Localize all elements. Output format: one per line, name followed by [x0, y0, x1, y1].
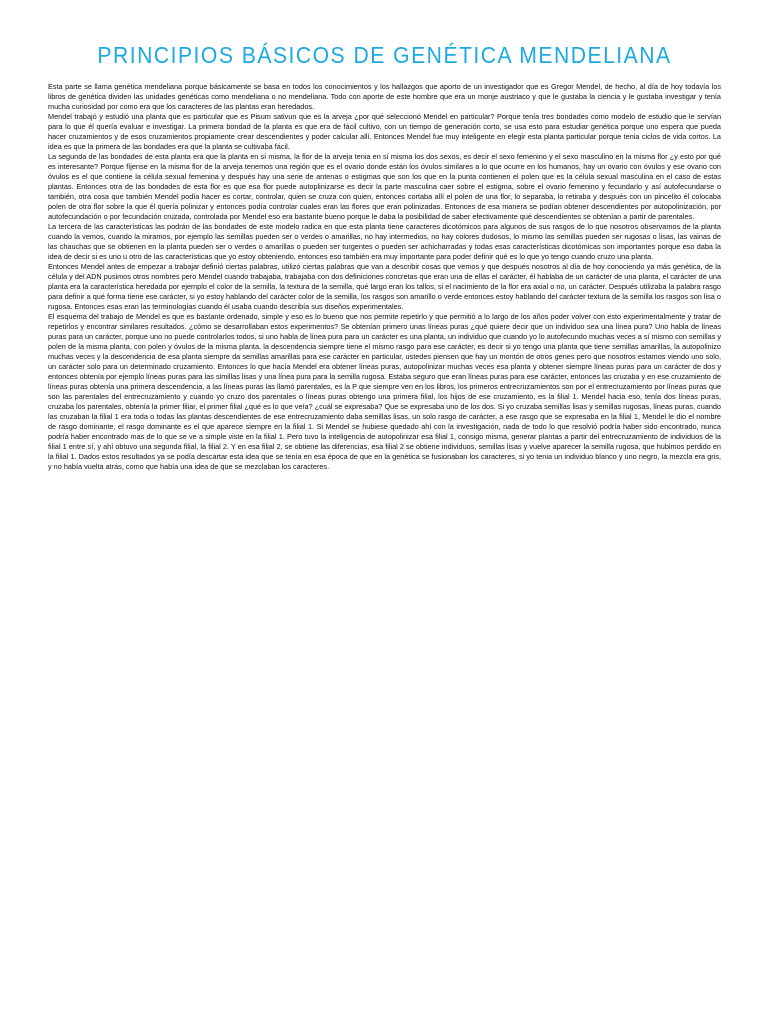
paragraph-terminology: Entonces Mendel antes de empezar a trabajar definió ciertas palabras, utilizó ciertas palabras que van a describir cosas que vemos y que después nosotros al día de hoy conociendo ya más genética, de la célula y del ADN pusimos otros nombres pero Mendel cuando trabajaba, trabajaba con dos definiciones concretas que eran una de ellas el carácter, él hablaba de un carácter de una planta, el carácter de una planta era la característica heredada por ejemplo el color de la semilla, la textura de la semilla, qué largo eran los tallos, si el nacimiento de la flor era axial o no, un carácter. Después utilizaba la palabra rasgo para definir a qué forma tiene ese carácter, si yo estoy hablando del carácter color de la semilla, los rasgos son amarillo o verde entonces estoy hablando del carácter textura de la semilla los rasgos son lisa o rugosa. Entonces esas eran las terminologías cuando él usaba cuando describía sus diseños experimentales. — [48, 262, 721, 311]
document-body — [48, 82, 721, 472]
paragraph-experiment-scheme: El esquema del trabajo de Mendel es que es bastante ordenado, simple y eso es lo bueno que nos permite repetirlo y que permitió a lo largo de los años poder volver con esto experimentalmente y tratar de repetirlos y encontrar similares resultados. ¿cómo se desarrollaban estos experimentos? Se obtenían primero unas líneas puras ¿qué quiere decir que un individuo sea una línea pura? Uno habla de líneas puras para un carácter, porque uno no puede controlarlos todos, si uno habla de línea pura para un carácter es una planta, un individuo que cuando yo lo autofecundo muchas veces a sí mismo con semillas y polen de la misma planta, con polen y óvulos de la misma planta, la descendencia siempre tiene el mismo rasgo para ese carácter, es decir si yo tengo una planta que tiene semillas amarillas, la autopolinizo muchas veces y la descendencia de esa planta siempre da semillas amarillas para ese carácter en particular, ustedes piensen que hay un montón de otros genes pero que nosotros estamos viendo uno solo, un carácter solo para un determinado cruzamiento. Entonces lo que hacía Mendel era obtener líneas puras, autopolinizar muchas veces esa planta y obtener siempre líneas puras para un carácter de dos y entonces obtenía por ejemplo líneas puras para las simillas lisas y una línea pura para la semilla rugosa. Estaba seguro que eran líneas puras para ese carácter, entonces las cruzaba y en ese cruzamiento de líneas puras obtenía una primera descendencia, a las líneas puras las llamó parentales, es la P que siempre ven en los libros, los primeros entrecruzamientos son por el entrecruzamiento por líneas puras que son las parentales del entrecruzamiento y cuando yo cruzo dos parentales o líneas puras obtengo una primera filial, los hijos de ese cruzamiento, es la filial 1. Mendel hacia eso, tenía dos líneas puras, cruzaba los parentales, obtenía la primer filiar, el primer filial ¿qué es lo que veía? ¿cuál se expresaba? Que se expresaba uno de los dos. Si yo cruzaba semillas lisas y semillas rugosas, líneas puras, cuando las cruzaban la filial 1 era toda o todas las plantas descendientes de ese entrecruzamiento daba semillas lisas, un solo rasgo de carácter, a ese rasgo que se expresaba en la filial 1, Mendel le dio el nombre de rasgo dominante, el rasgo dominante es el que aparece siempre en la filial 1. Si Mendel se hubiese quedado ahí con la investigación, nada de todo lo que resolvió podría haber sido encontrado, nunca podría haber encontrado mas de lo que se ve a simple viste en la filial 1. Pero tuvo la inteligencia de autopolinizar esa filial 1, consigo misma, generar plantas a partir del entrecruzamiento de individuos de la filial 1 entre sí, y ahí obtuvo una segunda filial, la filial 2. Y en esa filial 2, se obtiene las diferencias, esa filial 2 se obtiene individuos, semillas lisas y vuelve aparecer la semilla rugosa, que hubimos perdido en la filial 1. Dados estos resultados ya se podía descartar esta idea que se tenía en esa época de que en la genética se fusionaban los caracteres, si yo tenia un individuo blanco y uno negro, la mezcla era gris, y no había vuelta atrás, como que había una idea de que se mezclaban los caracteres. — [48, 312, 721, 471]
paragraph-third-advantage: La tercera de las características las podrán de las bondades de este modelo radica en que esta planta tiene caracteres dicotómicos para algunos de sus rasgos de lo que nosotros observamos de la planta cuando la vemos, cuando la miramos, por ejemplo las semillas pueden ser o verdes o amarillas, no hay intermedios, no hay colores dudosos, lo mismo las semillas pueden ser rugosas o lisas, las vainas de las chauchas que se obtienen en la planta pueden ser o verdes o amarillas o pueden ser turgentes o pueden ser achicharradas y todas esas características dicotómicas son importantes porque eso daba la idea de decir si es uno u otro de las características que yo estoy obteniendo, entonces eso también era muy importante para poder definir qué es lo que yo tengo cuando cruzo una planta. — [48, 222, 721, 261]
paragraph-intro: Esta parte se llama genética mendeliana porque básicamente se basa en todos los conocimientos y los hallazgos que aporto de un investigador que es Gregor Mendel, de hecho, al día de hoy todavía los libros de genética dividen las unidades genéticas como mendeliana o no mendeliana. Todo con aporte de este hombre que era un monje austriaco y que le gustaba la ciencia y le gustaba investigar y tenía mucha curiosidad por como era que los caracteres de las plantas eran heredados. — [48, 82, 721, 111]
paragraph-first-advantage: Mendel trabajó y estudió una planta que es particular que es Pisum sativun que es la arveja ¿por qué seleccionó Mendel en particular? Porque tenía tres bondades como modelo de estudio que le servían para lo que él quería evaluar e investigar. La primera bondad de la planta es que era de fácil cultivo, con un tiempo de generación corto, se usa esto para estudiar genética porque uno espera que pueda hacer cruzamientos y de esos cruzamientos propiamente crear descendientes y poder calcular allí. Entonces Mendel fue muy inteligente en elegir esta planta particular porque tenia ciclos de vida cortos. La idea es que la primera de las bondades era que la planta se cultivaba fácil. — [48, 112, 721, 151]
page-title: PRINCIPIOS BÁSICOS DE GENÉTICA MENDELIANA — [97, 42, 672, 68]
paragraph-second-advantage: La segunda de las bondades de esta planta era que la planta en sí misma, la flor de la arveja tenia en sí misma los dos sexos, es decir el sexo femenino y el sexo masculino en la misma flor ¿y esto por qué es interesante? Porque fíjense en la misma flor de la arveja tenemos una región que es el ovario donde están los óvulos similares a lo que ocurre en los humanos, hay un ovario con óvulos y ese ovario con óvulos es el que contiene la célula sexual femenina y después hay una serie de antenas o estigmas que son los que en la punta contienen el polen que es la célula sexual masculina en el caso de estas plantas. Entonces otra de las bondades de esta flor es que esa flor puede autoplinizarse es decir la parte masculina caer sobre el estigma, sobre el ovario femenino y fecundarlo y así autofecundarse o también, otra cosa que también Mendel podía hacer es cortar, controlar, quien se cruza con quien, entonces cortaba allí el polen de una flor, lo separaba, lo retiraba y después con un pincelito él colocaba polen de otra flor sobre la que él quería polinizar y entonces podía controlar cuales eran las flores que eran polinizadas. Entonces de esa manera se podían obtener descendientes por autopolinización, por autofecundación o por fecundación cruzada, controlada por Mendel eso era bastante bueno porque le daba la posibilidad de saber efectivamente qué descendientes se obtenían a partir de parentales. — [48, 152, 721, 221]
